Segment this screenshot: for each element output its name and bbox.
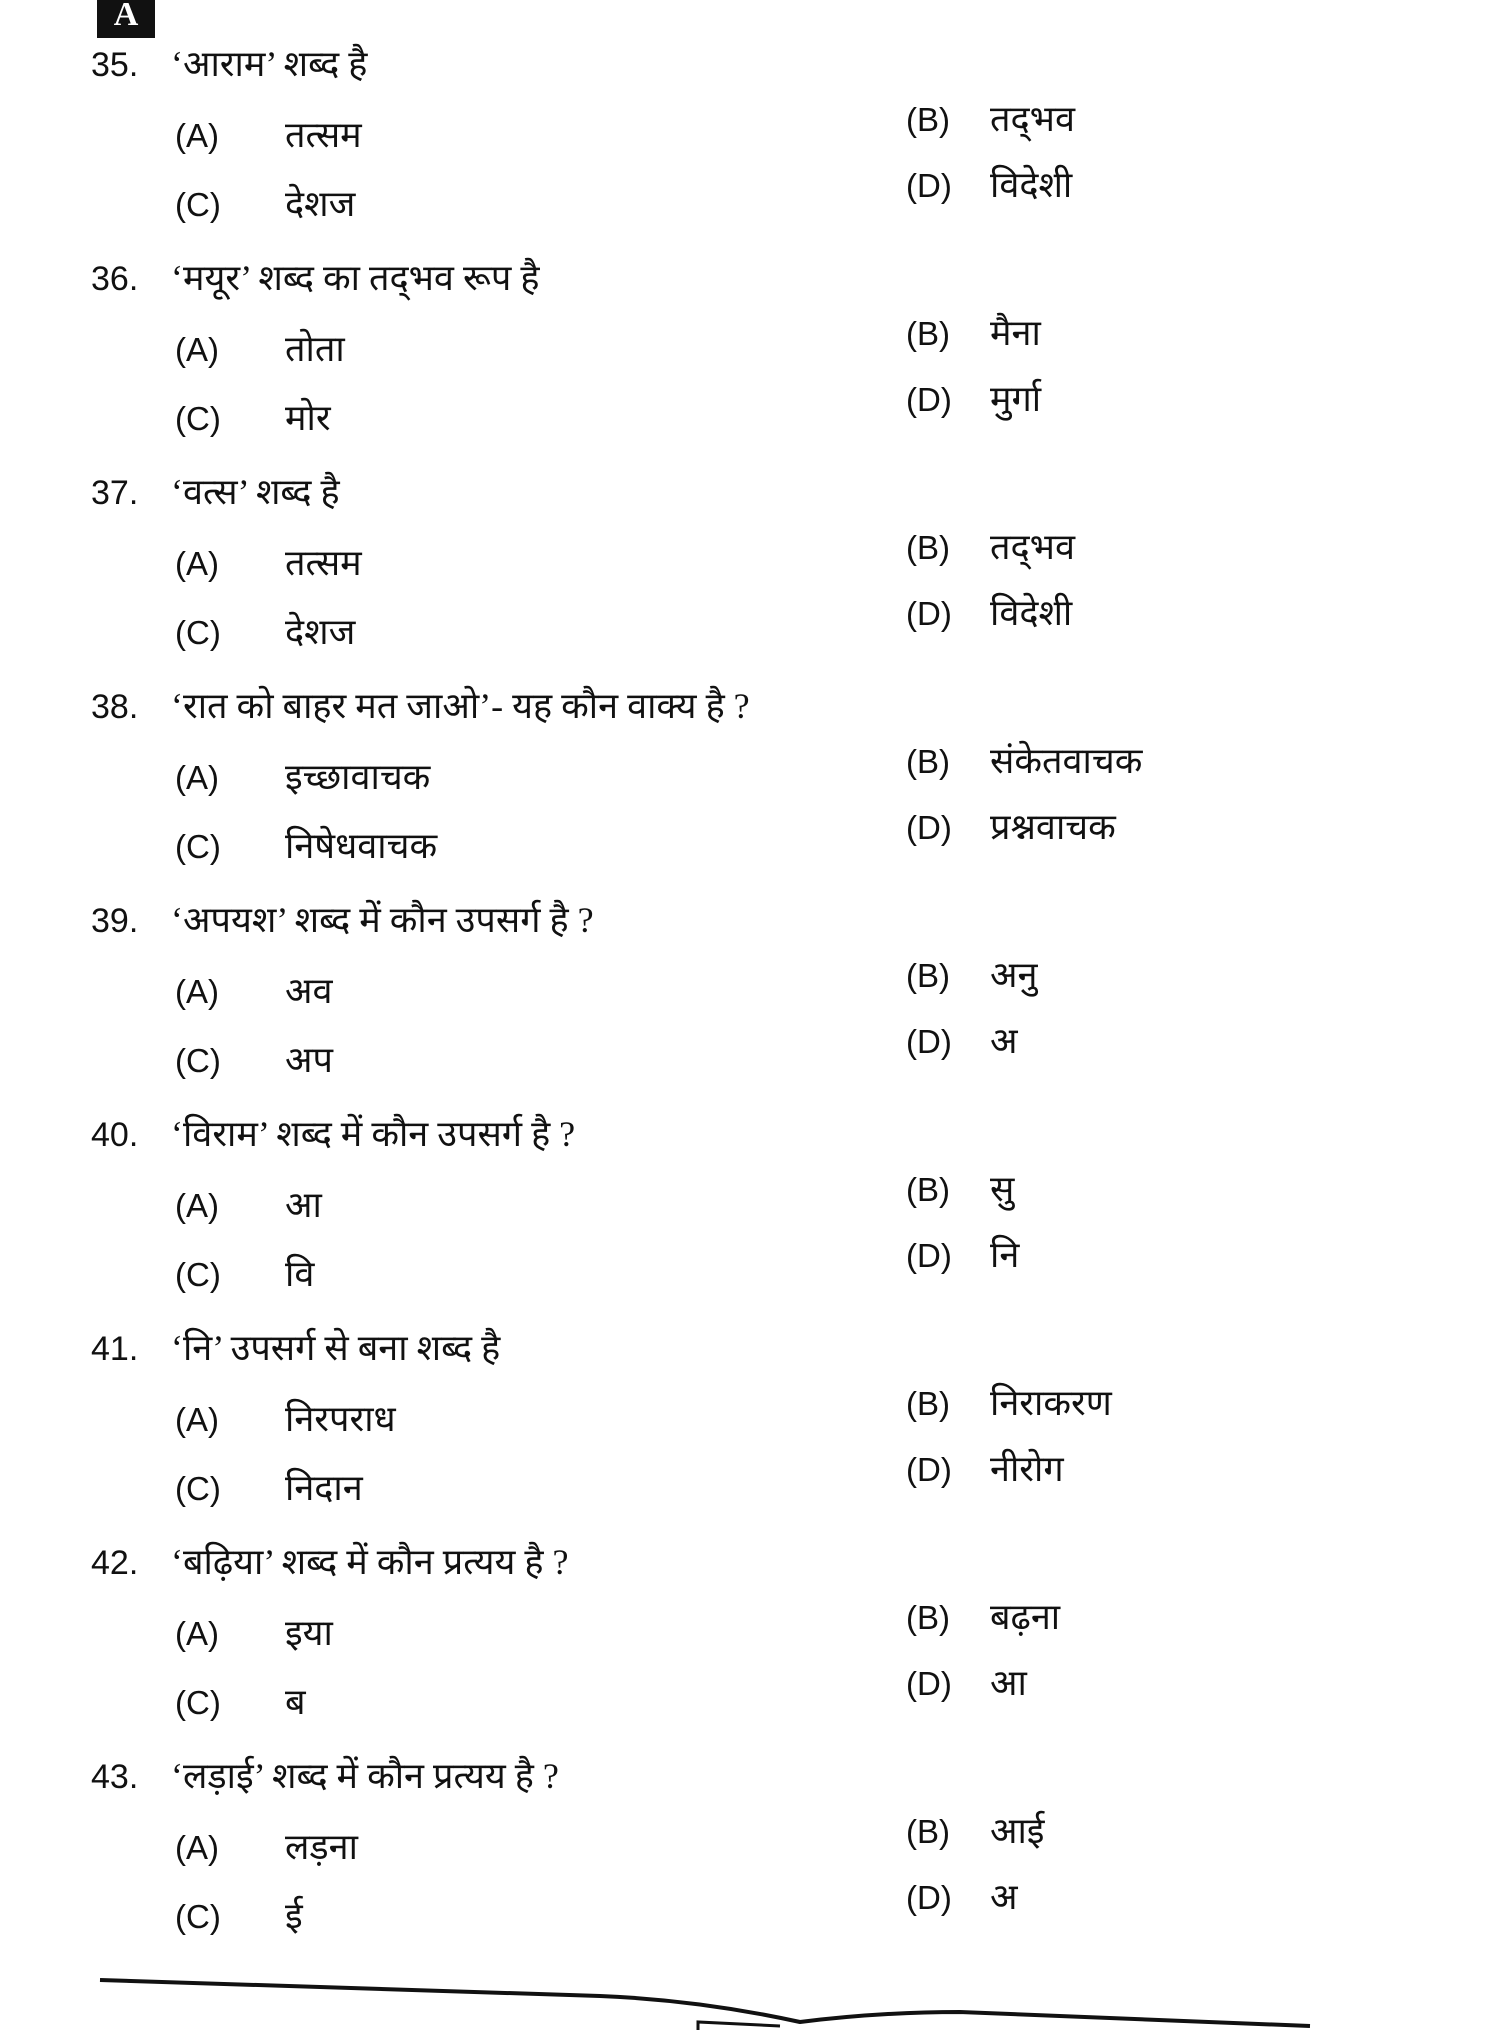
question-43 xyxy=(0,1756,1505,1988)
option-label: (B) xyxy=(906,101,950,138)
option-c[interactable] xyxy=(175,1462,363,1511)
option-text: तत्सम xyxy=(285,115,362,155)
question-number: 35. xyxy=(91,46,139,84)
question-number: 41. xyxy=(91,1330,139,1368)
option-d[interactable] xyxy=(906,1657,1027,1706)
question-stem xyxy=(91,894,594,943)
option-text: मुर्गा xyxy=(990,379,1042,419)
option-label: (B) xyxy=(906,1171,950,1208)
option-text: देशज xyxy=(285,184,356,224)
question-stem xyxy=(91,466,340,515)
option-text: विदेशी xyxy=(990,593,1073,633)
option-text: अव xyxy=(285,971,333,1011)
question-41 xyxy=(0,1328,1505,1560)
question-text: ‘विराम’ शब्द में कौन उपसर्ग है ? xyxy=(171,1114,576,1154)
question-number: 36. xyxy=(91,260,139,298)
footer-rule xyxy=(0,1960,1505,2034)
option-text: अ xyxy=(990,1877,1018,1917)
option-label: (C) xyxy=(175,1684,221,1721)
option-text: सु xyxy=(990,1169,1015,1209)
option-label: (B) xyxy=(906,1813,950,1850)
option-b[interactable] xyxy=(906,1591,1060,1640)
option-text: प्रश्नवाचक xyxy=(990,807,1116,847)
option-label: (A) xyxy=(175,759,219,796)
question-40 xyxy=(0,1114,1505,1346)
option-b[interactable] xyxy=(906,1163,1014,1212)
option-text: निरपराध xyxy=(285,1399,396,1439)
option-a[interactable] xyxy=(175,965,333,1014)
option-c[interactable] xyxy=(175,392,331,441)
option-d[interactable] xyxy=(906,1443,1064,1492)
question-set-badge: A xyxy=(97,0,155,38)
option-b[interactable] xyxy=(906,93,1075,142)
question-number: 42. xyxy=(91,1544,139,1582)
option-text: नि xyxy=(990,1235,1020,1275)
option-a[interactable] xyxy=(175,109,362,158)
option-b[interactable] xyxy=(906,735,1142,784)
option-c[interactable] xyxy=(175,606,355,655)
option-label: (C) xyxy=(175,1256,221,1293)
option-text: आ xyxy=(990,1663,1027,1703)
option-d[interactable] xyxy=(906,1229,1019,1278)
option-text: निदान xyxy=(285,1468,363,1508)
option-d[interactable] xyxy=(906,1871,1018,1920)
question-38 xyxy=(0,686,1505,918)
option-label: (B) xyxy=(906,957,950,994)
option-c[interactable] xyxy=(175,1676,306,1725)
option-label: (B) xyxy=(906,315,950,352)
option-text: मैना xyxy=(990,313,1041,353)
option-a[interactable] xyxy=(175,1179,322,1228)
option-text: आई xyxy=(990,1811,1045,1851)
option-b[interactable] xyxy=(906,521,1075,570)
question-text: ‘अपयश’ शब्द में कौन उपसर्ग है ? xyxy=(171,900,594,940)
option-label: (C) xyxy=(175,1042,221,1079)
option-label: (D) xyxy=(906,1665,952,1702)
option-label: (D) xyxy=(906,1237,952,1274)
option-text: विदेशी xyxy=(990,165,1073,205)
option-text: लड़ना xyxy=(285,1827,358,1867)
option-label: (B) xyxy=(906,1385,950,1422)
option-label: (A) xyxy=(175,117,219,154)
question-stem xyxy=(91,1108,575,1157)
option-label: (D) xyxy=(906,167,952,204)
option-label: (D) xyxy=(906,809,952,846)
option-c[interactable] xyxy=(175,1034,333,1083)
question-text: ‘मयूर’ शब्द का तद्‌भव रूप है xyxy=(171,258,540,298)
option-d[interactable] xyxy=(906,159,1072,208)
option-d[interactable] xyxy=(906,1015,1018,1064)
option-c[interactable] xyxy=(175,178,355,227)
option-text: देशज xyxy=(285,612,356,652)
option-text: ई xyxy=(285,1896,303,1936)
option-a[interactable] xyxy=(175,751,430,800)
option-c[interactable] xyxy=(175,1248,314,1297)
option-label: (C) xyxy=(175,1470,221,1507)
question-39 xyxy=(0,900,1505,1132)
option-text: वि xyxy=(285,1254,315,1294)
question-number: 37. xyxy=(91,474,139,512)
option-label: (D) xyxy=(906,1023,952,1060)
option-a[interactable] xyxy=(175,1821,358,1870)
question-text: ‘लड़ाई’ शब्द में कौन प्रत्यय है ? xyxy=(171,1756,559,1796)
question-text: ‘आराम’ शब्द है xyxy=(171,44,368,84)
option-label: (C) xyxy=(175,828,221,865)
option-label: (A) xyxy=(175,545,219,582)
option-a[interactable] xyxy=(175,1607,333,1656)
option-text: निषेधवाचक xyxy=(285,826,438,866)
option-label: (B) xyxy=(906,1599,950,1636)
option-label: (D) xyxy=(906,1879,952,1916)
option-label: (C) xyxy=(175,614,221,651)
option-a[interactable] xyxy=(175,323,345,372)
question-stem xyxy=(91,1322,500,1371)
question-number: 40. xyxy=(91,1116,139,1154)
option-label: (C) xyxy=(175,400,221,437)
option-text: संकेतवाचक xyxy=(990,741,1143,781)
option-label: (D) xyxy=(906,1451,952,1488)
option-label: (A) xyxy=(175,973,219,1010)
option-d[interactable] xyxy=(906,587,1072,636)
question-stem xyxy=(91,1536,569,1585)
question-35 xyxy=(0,44,1505,276)
option-text: तोता xyxy=(285,329,345,369)
question-text: ‘नि’ उपसर्ग से बना शब्द है xyxy=(171,1328,501,1368)
question-number: 39. xyxy=(91,902,139,940)
option-label: (D) xyxy=(906,381,952,418)
option-label: (B) xyxy=(906,743,950,780)
question-text: ‘बढ़िया’ शब्द में कौन प्रत्यय है ? xyxy=(171,1542,569,1582)
option-label: (A) xyxy=(175,331,219,368)
option-text: इच्छावाचक xyxy=(285,757,431,797)
option-label: (A) xyxy=(175,1829,219,1866)
question-number: 38. xyxy=(91,688,139,726)
question-text: ‘वत्स’ शब्द है xyxy=(171,472,340,512)
option-text: अनु xyxy=(990,955,1038,995)
option-text: तत्सम xyxy=(285,543,362,583)
option-text: तद्‌भव xyxy=(990,527,1075,567)
option-text: मोर xyxy=(285,398,331,438)
option-text: इया xyxy=(285,1613,333,1653)
option-label: (A) xyxy=(175,1187,219,1224)
question-stem xyxy=(91,38,367,87)
option-a[interactable] xyxy=(175,537,362,586)
option-text: अ xyxy=(990,1021,1018,1061)
question-number: 43. xyxy=(91,1758,139,1796)
question-stem xyxy=(91,252,540,301)
option-b[interactable] xyxy=(906,1377,1112,1426)
question-stem xyxy=(91,1750,559,1799)
option-text: आ xyxy=(285,1185,322,1225)
option-label: (B) xyxy=(906,529,950,566)
option-text: बढ़ना xyxy=(990,1597,1061,1637)
option-text: ब xyxy=(285,1682,306,1722)
question-stem xyxy=(91,680,750,729)
question-42 xyxy=(0,1542,1505,1774)
option-b[interactable] xyxy=(906,949,1037,998)
option-c[interactable] xyxy=(175,820,437,869)
option-d[interactable] xyxy=(906,801,1116,850)
question-36 xyxy=(0,258,1505,490)
option-label: (C) xyxy=(175,186,221,223)
option-b[interactable] xyxy=(906,307,1041,356)
option-d[interactable] xyxy=(906,373,1041,422)
question-37 xyxy=(0,472,1505,704)
option-a[interactable] xyxy=(175,1393,396,1442)
option-text: तद्‌भव xyxy=(990,99,1075,139)
option-label: (A) xyxy=(175,1401,219,1438)
option-text: अप xyxy=(285,1040,333,1080)
option-text: निराकरण xyxy=(990,1383,1112,1423)
option-label: (D) xyxy=(906,595,952,632)
question-text: ‘रात को बाहर मत जाओ’- यह कौन वाक्य है ? xyxy=(171,686,750,726)
option-label: (A) xyxy=(175,1615,219,1652)
option-b[interactable] xyxy=(906,1805,1044,1854)
option-label: (C) xyxy=(175,1898,221,1935)
option-text: नीरोग xyxy=(990,1449,1064,1489)
option-c[interactable] xyxy=(175,1890,303,1939)
